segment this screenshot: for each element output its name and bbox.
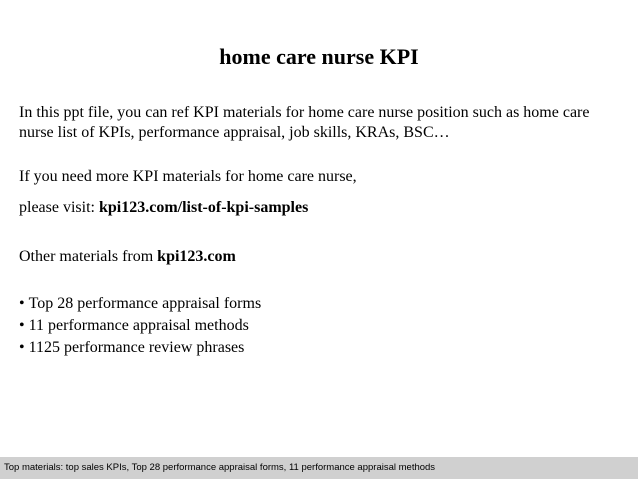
footer-text: Top materials: top sales KPIs, Top 28 performance appraisal forms, 11 performance appraisal methods [4, 462, 436, 473]
more-materials-line: If you need more KPI materials for home care nurse, [19, 168, 357, 185]
intro-paragraph: In this ppt file, you can ref KPI materials for home care nurse position such as home care nurse list of KPIs, performance appraisal, job skills, KRAs, BSC… [19, 104, 590, 141]
footer-bar [0, 457, 638, 479]
other-link[interactable]: kpi123.com [157, 248, 236, 265]
visit-line [19, 198, 624, 218]
visit-link[interactable]: kpi123.com/list-of-kpi-samples [98, 199, 309, 216]
slide-title: home care nurse KPI [219, 44, 419, 69]
other-materials-line [19, 247, 624, 267]
list-item: • Top 28 performance appraisal forms [19, 293, 261, 315]
list-item: • 11 performance appraisal methods [19, 315, 261, 337]
other-prefix: Other materials from [19, 248, 158, 265]
visit-prefix: please visit: [19, 199, 99, 216]
list-item: • 1125 performance review phrases [19, 337, 261, 359]
materials-list [19, 293, 261, 359]
